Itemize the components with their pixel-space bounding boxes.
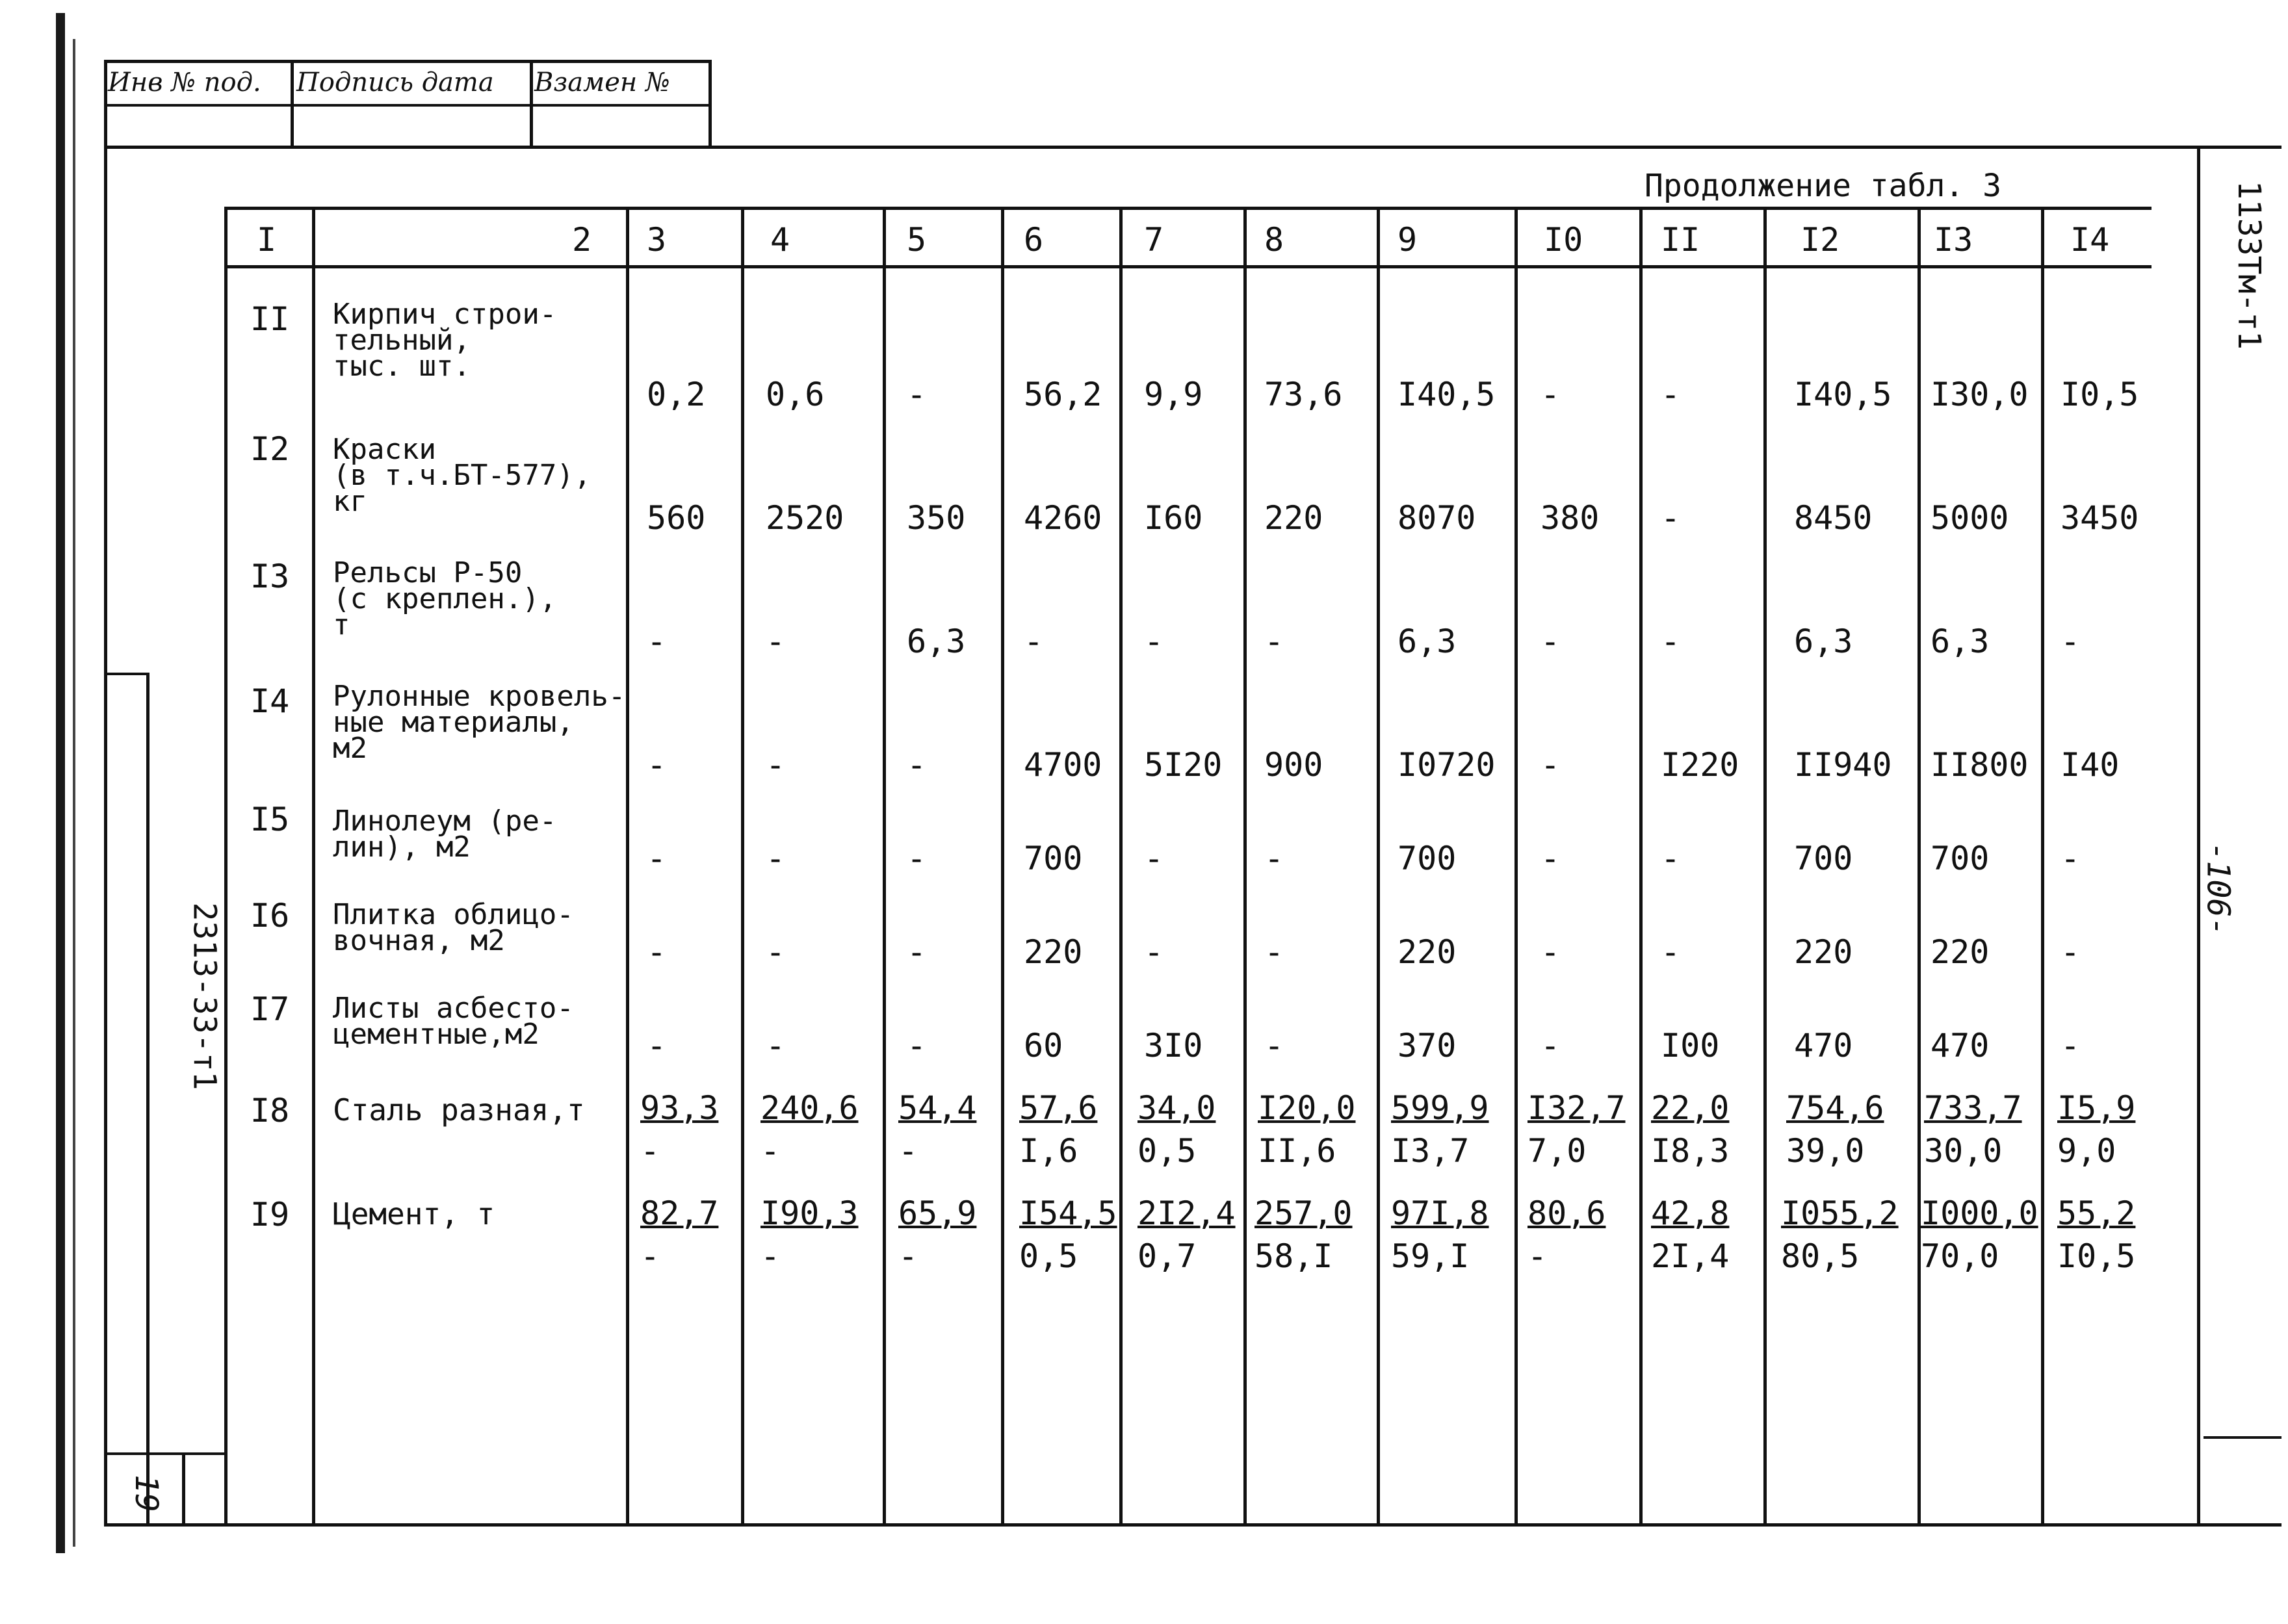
row-description: Рельсы Р-50 (с креплен.), т xyxy=(333,556,557,641)
fraction-denominator: - xyxy=(1528,1237,1548,1275)
fraction-denominator: 0,7 xyxy=(1138,1237,1197,1275)
table-cell: - xyxy=(766,840,786,877)
table-cell: I30,0 xyxy=(1930,376,2029,413)
row-number: I4 xyxy=(250,682,290,720)
fraction-numerator: 240,6 xyxy=(760,1089,859,1127)
continuation-label: Продолжение табл. 3 xyxy=(1644,168,2002,204)
table-cell: - xyxy=(1661,623,1681,660)
table-cell: - xyxy=(1144,933,1164,971)
table-cell: 380 xyxy=(1540,499,1600,537)
frame-right-line xyxy=(2197,146,2200,1527)
table-cell: - xyxy=(1540,623,1561,660)
fraction-numerator: 257,0 xyxy=(1254,1194,1353,1232)
frame-top-line xyxy=(104,146,2282,149)
fraction-cell xyxy=(1138,1192,1236,1278)
table-cell: I40,5 xyxy=(1398,376,1496,413)
row-description: Плитка облицо- вочная, м2 xyxy=(333,898,574,957)
table-cell: - xyxy=(1264,623,1284,660)
table-cell: - xyxy=(1264,1027,1284,1064)
fraction-denominator: - xyxy=(898,1237,918,1275)
fraction-cell xyxy=(898,1192,976,1278)
row-number: I8 xyxy=(250,1092,290,1129)
side-page-box-top xyxy=(104,1452,224,1455)
row-description: Линолеум (ре- лин), м2 xyxy=(333,805,557,864)
table-cell: 700 xyxy=(1794,840,1853,877)
table-cell: 6,3 xyxy=(1794,623,1853,660)
table-cell: 2520 xyxy=(766,499,844,537)
table-cell: I0,5 xyxy=(2060,376,2139,413)
fraction-denominator: I8,3 xyxy=(1651,1132,1730,1170)
table-cell: - xyxy=(647,1027,667,1064)
fraction-cell xyxy=(1921,1192,2038,1278)
fraction-cell xyxy=(1528,1192,1606,1278)
table-cell: 220 xyxy=(1024,933,1083,971)
fraction-denominator: 9,0 xyxy=(2057,1132,2116,1170)
table-cell: - xyxy=(907,1027,927,1064)
table-cell: - xyxy=(1540,840,1561,877)
binding-margin-bar xyxy=(56,13,65,1553)
fraction-denominator: - xyxy=(760,1132,781,1170)
side-page-box-div xyxy=(182,1452,185,1524)
fraction-denominator: - xyxy=(640,1132,660,1170)
table-cell: I40,5 xyxy=(1794,376,1892,413)
table-cell: 56,2 xyxy=(1024,376,1102,413)
table-cell: - xyxy=(1144,840,1164,877)
table-cell: - xyxy=(2060,623,2081,660)
fraction-denominator: 70,0 xyxy=(1921,1237,1999,1275)
row-number: I9 xyxy=(250,1196,290,1233)
table-cell: - xyxy=(766,933,786,971)
table-cell: II800 xyxy=(1930,746,2029,784)
row-description: Цемент, т xyxy=(333,1196,495,1231)
stamp-divider-2 xyxy=(530,60,533,148)
col-header: I xyxy=(257,221,277,259)
row-number: I6 xyxy=(250,897,290,934)
fraction-numerator: 599,9 xyxy=(1391,1089,1489,1127)
table-cell: 6,3 xyxy=(1398,623,1457,660)
table-cell: - xyxy=(2060,840,2081,877)
col-header: 4 xyxy=(770,221,790,259)
row-description: Рулонные кровель- ные материалы, м2 xyxy=(333,680,626,765)
row-description: Листы асбесто- цементные,м2 xyxy=(333,992,574,1051)
fraction-numerator: 34,0 xyxy=(1138,1089,1216,1127)
table-cell: - xyxy=(1661,376,1681,413)
fraction-numerator: 97I,8 xyxy=(1391,1194,1489,1232)
fraction-cell xyxy=(1258,1087,1356,1172)
fraction-numerator: 754,6 xyxy=(1786,1089,1884,1127)
table-cell: I60 xyxy=(1144,499,1203,537)
fraction-cell xyxy=(1391,1192,1489,1278)
table-cell: 220 xyxy=(1794,933,1853,971)
side-label-left-code: 2313-33-т1 xyxy=(186,902,223,1090)
row-description: Краски (в т.ч.БТ-577), кг xyxy=(333,433,592,518)
row-number: I3 xyxy=(250,558,290,595)
col-line-13 xyxy=(2041,207,2044,1526)
table-cell: - xyxy=(766,746,786,784)
col-line-12 xyxy=(1918,207,1921,1526)
table-cell: II940 xyxy=(1794,746,1892,784)
fraction-cell xyxy=(760,1192,859,1278)
col-line-0 xyxy=(224,207,228,1526)
table-cell: - xyxy=(1540,746,1561,784)
fraction-numerator: 82,7 xyxy=(640,1194,719,1232)
side-label-left-page: 19 xyxy=(127,1475,164,1512)
table-cell: 6,3 xyxy=(907,623,966,660)
col-header: 7 xyxy=(1144,221,1164,259)
row-number: II xyxy=(250,300,290,338)
fraction-cell xyxy=(1019,1192,1117,1278)
fraction-denominator: 80,5 xyxy=(1781,1237,1860,1275)
table-cell: 9,9 xyxy=(1144,376,1203,413)
row-description: Сталь разная,т xyxy=(333,1092,585,1128)
fraction-cell xyxy=(1651,1087,1729,1172)
col-line-11 xyxy=(1763,207,1767,1526)
table-cell: 6,3 xyxy=(1930,623,1990,660)
col-line-2 xyxy=(626,207,629,1526)
fraction-cell xyxy=(1781,1192,1899,1278)
table-cell: 560 xyxy=(647,499,706,537)
table-cell: - xyxy=(1540,1027,1561,1064)
col-header: I2 xyxy=(1800,221,1840,259)
col-line-7 xyxy=(1243,207,1247,1526)
table-cell: 700 xyxy=(1930,840,1990,877)
side-column-top xyxy=(104,673,150,675)
fraction-denominator: I3,7 xyxy=(1391,1132,1470,1170)
fraction-cell xyxy=(640,1087,718,1172)
fraction-numerator: 54,4 xyxy=(898,1089,977,1127)
fraction-denominator: I0,5 xyxy=(2057,1237,2136,1275)
table-cell: 220 xyxy=(1264,499,1323,537)
table-cell: I00 xyxy=(1661,1027,1720,1064)
table-cell: - xyxy=(907,933,927,971)
fraction-denominator: II,6 xyxy=(1258,1132,1336,1170)
table-cell: - xyxy=(1661,933,1681,971)
table-cell: - xyxy=(1024,623,1044,660)
fraction-denominator: - xyxy=(760,1237,781,1275)
fraction-numerator: I5,9 xyxy=(2057,1089,2136,1127)
fraction-numerator: 55,2 xyxy=(2057,1194,2136,1232)
fraction-cell xyxy=(1138,1087,1216,1172)
table-header-line xyxy=(224,265,2152,268)
stamp-divider-1 xyxy=(291,60,294,148)
table-cell: 700 xyxy=(1024,840,1083,877)
right-box-top xyxy=(2204,1436,2282,1439)
table-cell: - xyxy=(907,840,927,877)
fraction-numerator: I32,7 xyxy=(1528,1089,1626,1127)
fraction-denominator: 58,I xyxy=(1254,1237,1333,1275)
fraction-numerator: 80,6 xyxy=(1528,1194,1606,1232)
col-line-10 xyxy=(1639,207,1643,1526)
table-cell: - xyxy=(1264,840,1284,877)
col-header: 8 xyxy=(1264,221,1284,259)
col-line-8 xyxy=(1377,207,1380,1526)
table-cell: 5000 xyxy=(1930,499,2009,537)
fraction-numerator: I000,0 xyxy=(1921,1194,2038,1232)
fraction-cell xyxy=(898,1087,976,1172)
table-cell: - xyxy=(907,376,927,413)
fraction-cell xyxy=(1391,1087,1489,1172)
stamp-sign-date: Подпись дата xyxy=(296,68,494,97)
fraction-cell xyxy=(640,1192,718,1278)
fraction-cell xyxy=(1528,1087,1626,1172)
frame-left-line xyxy=(104,146,107,1527)
table-cell: - xyxy=(766,1027,786,1064)
fraction-cell xyxy=(1651,1192,1729,1278)
table-cell: 0,6 xyxy=(766,376,825,413)
table-cell: 220 xyxy=(1398,933,1457,971)
col-line-1 xyxy=(312,207,315,1526)
table-cell: 4260 xyxy=(1024,499,1102,537)
table-cell: 3450 xyxy=(2060,499,2139,537)
table-cell: - xyxy=(647,933,667,971)
fraction-numerator: 93,3 xyxy=(640,1089,719,1127)
row-number: I7 xyxy=(250,990,290,1028)
table-cell: - xyxy=(1661,840,1681,877)
fraction-cell xyxy=(2057,1087,2135,1172)
table-cell: 8070 xyxy=(1398,499,1476,537)
table-cell: 350 xyxy=(907,499,966,537)
stamp-top-line xyxy=(104,60,712,63)
fraction-numerator: I54,5 xyxy=(1019,1194,1117,1232)
table-cell: - xyxy=(1540,933,1561,971)
table-cell: 220 xyxy=(1930,933,1990,971)
table-cell: I40 xyxy=(2060,746,2120,784)
stamp-replaces: Взамен № xyxy=(534,68,670,97)
fraction-denominator: 30,0 xyxy=(1924,1132,2003,1170)
stamp-inv-no: Инв № под. xyxy=(108,68,261,97)
table-cell: - xyxy=(1661,499,1681,537)
table-cell: - xyxy=(647,840,667,877)
col-header: 3 xyxy=(647,221,667,259)
fraction-cell xyxy=(2057,1192,2135,1278)
side-label-right-page: -106- xyxy=(2200,842,2237,936)
fraction-cell xyxy=(760,1087,859,1172)
table-top-line xyxy=(224,207,2152,210)
table-cell: - xyxy=(766,623,786,660)
table-cell: 700 xyxy=(1398,840,1457,877)
col-header: 5 xyxy=(907,221,927,259)
table-cell: - xyxy=(1540,376,1561,413)
col-header: I3 xyxy=(1934,221,1973,259)
fraction-cell xyxy=(1786,1087,1884,1172)
row-number: I5 xyxy=(250,801,290,838)
table-cell: - xyxy=(2060,1027,2081,1064)
table-cell: 470 xyxy=(1794,1027,1853,1064)
col-header: 6 xyxy=(1024,221,1044,259)
col-line-9 xyxy=(1514,207,1518,1526)
table-cell: I0720 xyxy=(1398,746,1496,784)
fraction-numerator: 2I2,4 xyxy=(1138,1194,1236,1232)
row-description: Кирпич строи- тельный, тыс. шт. xyxy=(333,298,557,383)
fraction-cell xyxy=(1924,1087,2022,1172)
col-line-6 xyxy=(1119,207,1123,1526)
table-cell: - xyxy=(2060,933,2081,971)
table-cell: 60 xyxy=(1024,1027,1063,1064)
fraction-numerator: 22,0 xyxy=(1651,1089,1730,1127)
fraction-denominator: - xyxy=(898,1132,918,1170)
table-cell: - xyxy=(647,623,667,660)
stamp-right-line xyxy=(708,60,712,148)
table-cell: 470 xyxy=(1930,1027,1990,1064)
col-header: 9 xyxy=(1398,221,1418,259)
fraction-numerator: I90,3 xyxy=(760,1194,859,1232)
col-header: I0 xyxy=(1544,221,1583,259)
table-cell: I220 xyxy=(1661,746,1739,784)
table-cell: - xyxy=(907,746,927,784)
fraction-numerator: 42,8 xyxy=(1651,1194,1730,1232)
stamp-mid-line xyxy=(104,104,712,107)
side-label-right-top: 1133Тм-т1 xyxy=(2231,180,2268,350)
fraction-numerator: I20,0 xyxy=(1258,1089,1356,1127)
fraction-numerator: 65,9 xyxy=(898,1194,977,1232)
table-cell: - xyxy=(647,746,667,784)
fraction-denominator: - xyxy=(640,1237,660,1275)
fraction-denominator: 2I,4 xyxy=(1651,1237,1730,1275)
col-line-5 xyxy=(1001,207,1004,1526)
frame-bottom-line xyxy=(104,1523,2282,1527)
fraction-cell xyxy=(1019,1087,1097,1172)
table-cell: 5I20 xyxy=(1144,746,1223,784)
fraction-denominator: 7,0 xyxy=(1528,1132,1587,1170)
table-cell: 4700 xyxy=(1024,746,1102,784)
table-cell: 73,6 xyxy=(1264,376,1343,413)
col-header: II xyxy=(1661,221,1700,259)
fraction-denominator: 59,I xyxy=(1391,1237,1470,1275)
row-number: I2 xyxy=(250,430,290,468)
col-header: I4 xyxy=(2070,221,2110,259)
table-cell: 900 xyxy=(1264,746,1323,784)
col-line-3 xyxy=(741,207,744,1526)
stamp-left-line xyxy=(104,60,107,148)
fraction-denominator: I,6 xyxy=(1019,1132,1078,1170)
table-cell: - xyxy=(1264,933,1284,971)
table-cell: - xyxy=(1144,623,1164,660)
table-cell: 0,2 xyxy=(647,376,706,413)
fraction-cell xyxy=(1254,1192,1353,1278)
table-cell: 370 xyxy=(1398,1027,1457,1064)
binding-margin-line xyxy=(73,39,75,1547)
col-line-4 xyxy=(883,207,886,1526)
table-cell: 3I0 xyxy=(1144,1027,1203,1064)
table-cell: 8450 xyxy=(1794,499,1873,537)
fraction-numerator: I055,2 xyxy=(1781,1194,1899,1232)
fraction-numerator: 57,6 xyxy=(1019,1089,1098,1127)
fraction-denominator: 0,5 xyxy=(1019,1237,1078,1275)
col-header: 2 xyxy=(572,221,592,259)
fraction-numerator: 733,7 xyxy=(1924,1089,2022,1127)
fraction-denominator: 0,5 xyxy=(1138,1132,1197,1170)
fraction-denominator: 39,0 xyxy=(1786,1132,1865,1170)
side-column-line xyxy=(146,673,150,1524)
